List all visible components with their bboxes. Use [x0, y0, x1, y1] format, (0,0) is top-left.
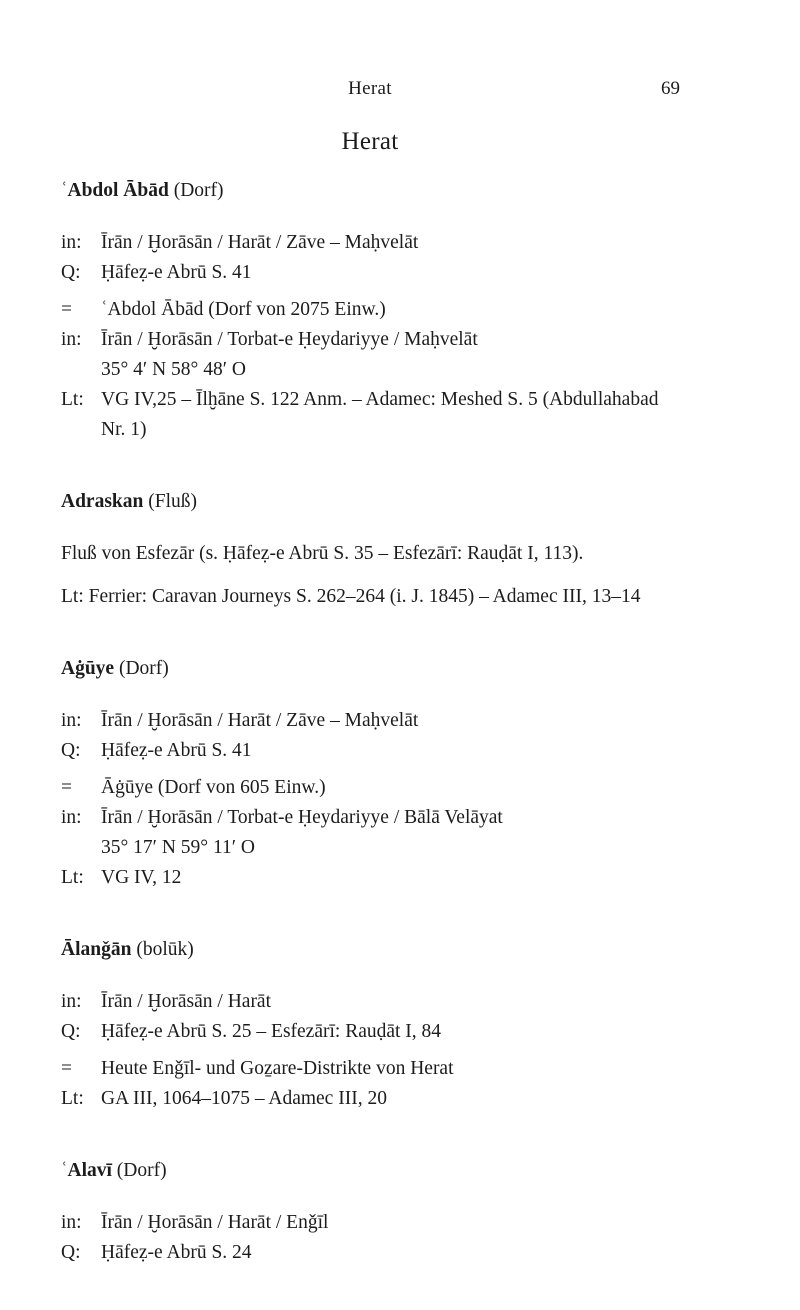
line-label: =: [61, 299, 72, 320]
line-label: in:: [61, 991, 82, 1012]
line-text: Ḥāfeẓ-e Abrū S. 41: [101, 262, 252, 283]
entry-qualifier: (Fluß): [148, 491, 197, 512]
line-text: Āġūye (Dorf von 605 Einw.): [101, 777, 326, 798]
entry-heading: [61, 654, 681, 684]
line-label: Lt:: [61, 1088, 84, 1109]
entry-line: [61, 1208, 681, 1238]
entry-qualifier: (Dorf): [116, 1160, 167, 1181]
line-label: Lt:: [61, 389, 84, 410]
line-text: Ḥāfeẓ-e Abrū S. 41: [101, 740, 252, 761]
entry-qualifier: (Dorf): [118, 658, 169, 679]
entry-qualifier: (Dorf): [173, 180, 224, 201]
line-label: =: [61, 1058, 72, 1079]
entry-paragraph: Fluß von Esfezār (s. Ḥāfeẓ-e Abrū S. 35 – Esfezārī: Rauḍāt I, 113).: [61, 543, 584, 564]
page-title: Herat: [341, 128, 399, 155]
line-label: =: [61, 777, 72, 798]
coordinates-line: [61, 355, 681, 385]
line-text: Īrān / Ḫorāsān / Harāt / Zāve – Maḥvelāt: [101, 232, 419, 253]
entry-line: [61, 706, 681, 736]
entry-paragraph: Lt: Ferrier: Caravan Journeys S. 262–264 (i. J. 1845) – Adamec III, 13–14: [61, 586, 641, 607]
line-text: GA III, 1064–1075 – Adamec III, 20: [101, 1088, 387, 1109]
coordinates-line: [61, 833, 681, 863]
line-label: in:: [61, 710, 82, 731]
line-label: in:: [61, 232, 82, 253]
entry: [61, 487, 681, 612]
entry-line: [61, 1017, 681, 1047]
entry-heading: [61, 1156, 681, 1186]
entry-headword: ʿAlavī: [61, 1160, 112, 1181]
entry-line: [61, 736, 681, 766]
line-label: Q:: [61, 262, 81, 283]
line-label: Q:: [61, 740, 81, 761]
line-text: ʿAbdol Ābād (Dorf von 2075 Einw.): [101, 299, 386, 320]
entry-line: [61, 228, 681, 258]
line-text: VG IV, 12: [101, 867, 182, 888]
entry-line: [61, 385, 681, 445]
coordinates: 35° 4′ N 58° 48′ O: [101, 359, 246, 380]
running-head: [60, 78, 680, 102]
line-text: Ḥāfeẓ-e Abrū S. 25 – Esfezārī: Rauḍāt I, 84: [101, 1021, 442, 1042]
entry-line: [61, 295, 681, 325]
running-head-title: Herat: [348, 78, 392, 99]
entry-heading: [61, 487, 681, 517]
line-text: Īrān / Ḫorāsān / Torbat-e Ḥeydariyye / Maḥvelāt: [101, 329, 478, 350]
page-number: 69: [661, 78, 680, 99]
entry-line: [61, 773, 681, 803]
entry: [61, 1156, 681, 1268]
entry-line: [61, 803, 681, 833]
line-label: Q:: [61, 1021, 81, 1042]
entry: [61, 176, 681, 445]
line-text: VG IV,25 – Īlḫāne S. 122 Anm. – Adamec: Meshed S. 5 (Abdullahabad Nr. 1): [101, 389, 659, 440]
entry-heading: [61, 935, 681, 965]
entry-headword: Aġūye: [61, 658, 115, 679]
entry-line: [61, 863, 681, 893]
entry-line: [61, 258, 681, 288]
line-text: Īrān / Ḫorāsān / Harāt: [101, 991, 272, 1012]
entry-line: [61, 1238, 681, 1268]
line-label: Lt:: [61, 867, 84, 888]
line-label: in:: [61, 1212, 82, 1233]
entry-headword: ʿAbdol Ābād: [61, 180, 169, 201]
entry-headword: Ālanǧān: [61, 939, 132, 960]
entry-headword: Adraskan: [61, 491, 144, 512]
entry-heading: [61, 176, 681, 206]
entry-line: [61, 325, 681, 355]
coordinates: 35° 17′ N 59° 11′ O: [101, 837, 255, 858]
entry-line: [61, 987, 681, 1017]
entry-qualifier: (bolūk): [136, 939, 194, 960]
line-label: in:: [61, 807, 82, 828]
entry-line: [61, 1084, 681, 1114]
line-text: Īrān / Ḫorāsān / Harāt / Enǧīl: [101, 1212, 329, 1233]
line-label: in:: [61, 329, 82, 350]
entry: [61, 935, 681, 1114]
line-text: Īrān / Ḫorāsān / Torbat-e Ḥeydariyye / Bālā Velāyat: [101, 807, 503, 828]
entry: [61, 654, 681, 893]
line-label: Q:: [61, 1242, 81, 1263]
entry-line: [61, 1054, 681, 1084]
line-text: Heute Enǧīl- und Goẕare-Distrikte von Herat: [101, 1058, 454, 1079]
gazetteer-entries: [61, 176, 681, 1310]
line-text: Ḥāfeẓ-e Abrū S. 24: [101, 1242, 252, 1263]
line-text: Īrān / Ḫorāsān / Harāt / Zāve – Maḥvelāt: [101, 710, 419, 731]
